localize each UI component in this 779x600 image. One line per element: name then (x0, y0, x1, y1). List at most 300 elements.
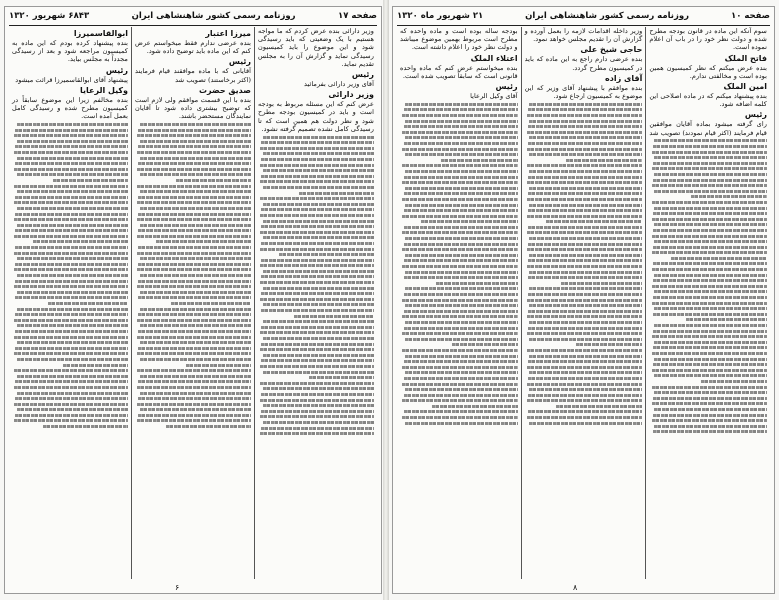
text-line (404, 360, 518, 363)
left-page (4, 6, 382, 594)
text-line (138, 246, 251, 249)
text-line (263, 371, 374, 374)
text-line (654, 324, 767, 327)
text-line (263, 303, 374, 306)
text-line (260, 214, 374, 217)
text-line (529, 187, 642, 190)
text-line (652, 369, 767, 372)
text-line (263, 203, 374, 206)
speaker-name: رئیس (228, 57, 251, 67)
text-line (140, 224, 251, 227)
text-line (654, 341, 767, 344)
text-line (17, 207, 128, 210)
text-line (404, 276, 518, 279)
text-line (405, 422, 518, 425)
text-line (14, 185, 128, 188)
text-line (140, 140, 251, 143)
text-line (405, 287, 518, 290)
text-line (15, 414, 128, 417)
left-page-header (9, 9, 377, 26)
text-line (653, 279, 767, 282)
text-line (137, 419, 251, 422)
text-line (529, 371, 642, 374)
text-line (653, 397, 767, 400)
text-line (402, 131, 517, 134)
text-line (654, 425, 767, 428)
paragraph: وزیر دارائی بنده عرض کردم که ما مواجه هستیم با یک وضعیتی که باید رسیدگی شود و این موضوع را باید کمیسیون رسیدگی نماید و گزارش آن را به مجلس تقدیم نماید. (258, 27, 374, 68)
text-line (260, 348, 374, 351)
text-line (652, 151, 767, 154)
text-line (652, 335, 767, 338)
text-line (137, 352, 251, 355)
text-line (405, 388, 518, 391)
text-line (140, 324, 251, 327)
text-line (137, 403, 251, 406)
text-line (402, 399, 517, 402)
text-line (653, 296, 767, 299)
text-line (402, 231, 517, 234)
text-line (261, 410, 374, 413)
text-line (402, 299, 517, 302)
text-line (15, 229, 128, 232)
text-line (654, 374, 767, 377)
text-line (671, 257, 767, 260)
paragraph: بنده میخواستم عرض کنم که ماده واحده قانونی است که سابقاً تصویب شده است. (399, 63, 518, 80)
right-page-label: صفحه ۱۰ (731, 11, 770, 21)
text-line (15, 313, 128, 316)
right-page-header (397, 9, 770, 26)
paragraph: بنده پیشنهاد میکنم که در ماده اصلاحی این کلمه اضافه شود. (649, 92, 767, 109)
text-line (140, 375, 251, 378)
text-line (263, 169, 374, 172)
text-line (652, 285, 767, 288)
text-line (140, 157, 251, 160)
text-line (405, 355, 518, 358)
text-line (528, 394, 642, 397)
text-line (528, 176, 642, 179)
text-line (261, 175, 374, 178)
text-line (653, 212, 767, 215)
text-line (652, 201, 767, 204)
text-line (14, 134, 128, 137)
text-line (17, 190, 128, 193)
text-line (402, 332, 517, 335)
text-line (404, 394, 518, 397)
speaker-name: حاجی شیخ علی (580, 45, 643, 55)
text-line (529, 388, 642, 391)
text-line (528, 243, 642, 246)
text-line (137, 386, 251, 389)
text-line (402, 248, 517, 251)
text-line (528, 327, 642, 330)
text-line (653, 246, 767, 249)
text-line (261, 343, 374, 346)
text-line (17, 140, 128, 143)
text-line (402, 198, 517, 201)
text-line (653, 363, 767, 366)
paragraph: آقایانی که با ماده موافقند قیام فرمایند (اکثر برخاستند) تصویب شد (135, 67, 251, 84)
text-line (263, 220, 374, 223)
text-line (405, 136, 518, 139)
text-line (652, 386, 767, 389)
text-line (652, 251, 767, 254)
text-line (17, 375, 128, 378)
right-page (392, 6, 775, 594)
text-line (260, 382, 374, 385)
text-line (260, 281, 374, 284)
text-line (402, 148, 517, 151)
text-line (137, 185, 251, 188)
text-line (701, 380, 767, 383)
text-lines (649, 139, 767, 433)
text-line (261, 427, 374, 430)
text-line (260, 399, 374, 402)
text-line (260, 415, 374, 418)
text-line (63, 364, 128, 367)
text-line (432, 405, 518, 408)
text-line (14, 319, 128, 322)
text-line (263, 421, 374, 424)
text-line (529, 120, 642, 123)
text-line (402, 114, 517, 117)
text-line (404, 293, 518, 296)
text-line (405, 371, 518, 374)
text-line (138, 129, 251, 132)
text-line (404, 176, 518, 179)
text-line (653, 179, 767, 182)
text-line (137, 168, 251, 171)
text-line (653, 162, 767, 165)
text-line (404, 108, 518, 111)
text-line (527, 416, 642, 419)
speaker-name: امین الملک (723, 82, 767, 92)
text-line (404, 226, 518, 229)
text-line (527, 198, 642, 201)
text-line (299, 192, 374, 195)
text-line (263, 152, 374, 155)
text-line (654, 190, 767, 193)
text-line (138, 347, 251, 350)
text-line (405, 103, 518, 106)
text-line (14, 285, 128, 288)
text-line (404, 377, 518, 380)
text-line (140, 123, 251, 126)
text-line (576, 343, 642, 346)
text-line (405, 153, 518, 156)
text-line (15, 296, 128, 299)
text-line (527, 231, 642, 234)
text-line (137, 336, 251, 339)
text-line (529, 271, 642, 274)
text-line (48, 302, 128, 305)
text-line (405, 187, 518, 190)
text-line (260, 231, 374, 234)
text-line (452, 343, 518, 346)
text-line (528, 310, 642, 313)
text-line (652, 235, 767, 238)
text-line (654, 156, 767, 159)
text-line (138, 414, 251, 417)
text-line (140, 257, 251, 260)
text-line (529, 304, 642, 307)
text-line (260, 147, 374, 150)
text-line (263, 236, 374, 239)
text-line (138, 397, 251, 400)
left-column-3 (9, 27, 131, 579)
text-line (405, 170, 518, 173)
text-line (17, 123, 128, 126)
paragraph: بنده عرض میکنم که نظر کمیسیون همین بوده است و مخالفتی ندارم. (649, 63, 767, 80)
text-line (527, 265, 642, 268)
text-line (653, 313, 767, 316)
text-line (138, 263, 251, 266)
text-line (138, 162, 251, 165)
text-line (441, 159, 517, 162)
text-line (402, 315, 517, 318)
text-line (528, 293, 642, 296)
text-line (402, 265, 517, 268)
paragraph: بنده موافقم با پیشنهاد آقای وزیر که این موضوع به کمیسیون ارجاع شود. (524, 83, 643, 101)
text-line (402, 164, 517, 167)
text-line (140, 173, 251, 176)
left-page-footer-number: ۶ (175, 583, 180, 592)
text-line (138, 145, 251, 148)
text-line (653, 145, 767, 148)
speaker-name: آقای زاده (605, 73, 643, 83)
binding-gutter (383, 0, 389, 600)
paragraph: آقای وکیل الرعایا (470, 92, 518, 101)
text-lines (12, 123, 128, 428)
text-line (654, 290, 767, 293)
text-line (15, 280, 128, 283)
text-line (528, 192, 642, 195)
text-line (260, 264, 374, 267)
text-line (140, 358, 251, 361)
text-line (405, 204, 518, 207)
text-line (528, 226, 642, 229)
text-line (17, 224, 128, 227)
text-line (15, 196, 128, 199)
text-line (166, 425, 251, 428)
text-line (527, 181, 642, 184)
speaker-name: رئیس (105, 65, 128, 75)
text-line (261, 259, 374, 262)
paragraph: عرض کنم که این مسئله مربوط به بودجه است و باید در کمیسیون بودجه مطرح شود و نظر دولت هم همین است که تا رسیدگی کامل نشده تصمیم گرفته نشود. (258, 100, 374, 133)
text-line (527, 383, 642, 386)
text-line (527, 148, 642, 151)
left-page-label: صفحه ۱۷ (338, 11, 377, 21)
speaker-name: فاتح الملک (724, 53, 767, 63)
text-line (15, 330, 128, 333)
text-line (14, 403, 128, 406)
text-line (140, 274, 251, 277)
paragraph: آقای وزیر دارائی بفرمائید (303, 80, 374, 89)
text-line (14, 268, 128, 271)
text-line (654, 223, 767, 226)
text-line (294, 315, 374, 318)
text-line (17, 358, 128, 361)
text-line (405, 271, 518, 274)
text-line (261, 326, 374, 329)
text-line (404, 327, 518, 330)
text-line (261, 225, 374, 228)
paragraph: بنده با این قسمت موافقم ولی لازم است که توضیح بیشتری داده شود تا آقایان نمایندگان مستحضر باشند. (135, 95, 251, 121)
text-line (404, 142, 518, 145)
text-line (527, 332, 642, 335)
text-line (261, 208, 374, 211)
text-line (138, 296, 251, 299)
text-line (528, 276, 642, 279)
text-line (529, 237, 642, 240)
text-line (404, 243, 518, 246)
text-line (17, 324, 128, 327)
text-line (14, 235, 128, 238)
left-page-title: روزنامه رسمی کشور شاهنشاهی ایران (131, 11, 296, 21)
paragraph: رای گرفته میشود بماده آقایان موافقین قیام فرمایند (اکثر قیام نمودند) تصویب شد (649, 120, 767, 137)
paragraph: وزیر داخله اقدامات لازمه را بعمل آورده و گزارش آن را تقدیم مجلس خواهد نمود. (524, 27, 643, 44)
text-line (654, 274, 767, 277)
text-line (404, 259, 518, 262)
left-page-issue-number: ۶۸۴۳ شهریور ۱۳۲۰ (9, 11, 90, 21)
text-line (529, 254, 642, 257)
text-line (404, 410, 518, 413)
text-line (556, 405, 642, 408)
text-line (140, 341, 251, 344)
text-line (138, 330, 251, 333)
text-line (17, 408, 128, 411)
text-line (17, 173, 128, 176)
text-line (528, 108, 642, 111)
text-line (279, 253, 374, 256)
text-line (405, 237, 518, 240)
text-line (652, 268, 767, 271)
text-line (263, 270, 374, 273)
text-line (138, 313, 251, 316)
text-line (17, 341, 128, 344)
text-line (686, 318, 767, 321)
text-line (566, 159, 642, 162)
text-line (15, 145, 128, 148)
text-line (137, 268, 251, 271)
text-line (528, 259, 642, 262)
right-page-columns (397, 27, 770, 579)
text-line (528, 377, 642, 380)
text-line (140, 408, 251, 411)
text-line (652, 184, 767, 187)
text-line (653, 346, 767, 349)
speaker-name: وکیل الرعایا (79, 85, 128, 95)
text-line (261, 141, 374, 144)
text-line (156, 240, 251, 243)
text-line (263, 354, 374, 357)
speaker-name: میرزا اعتبار (205, 29, 251, 38)
text-line (140, 308, 251, 311)
text-line (263, 287, 374, 290)
text-lines (525, 103, 643, 425)
text-line (528, 410, 642, 413)
text-line (176, 179, 251, 182)
text-line (14, 369, 128, 372)
text-line (17, 157, 128, 160)
text-line (17, 392, 128, 395)
paragraph: بنده عرضی ندارم فقط میخواستم عرض کنم که این ماده باید توضیح داده شود. (135, 39, 251, 56)
text-line (653, 430, 767, 433)
text-line (137, 201, 251, 204)
text-line (171, 302, 251, 305)
text-line (527, 114, 642, 117)
text-line (654, 139, 767, 142)
text-line (140, 190, 251, 193)
text-line (405, 338, 518, 341)
text-line (404, 209, 518, 212)
speaker-name: صدیق حضرت (198, 85, 251, 95)
text-line (652, 352, 767, 355)
paragraph: بودجه ساله بوده است و ماده واحده که مطرح است مربوط بهمین موضوع میباشد و دولت نظر خود را اعلام داشته است. (399, 27, 518, 52)
text-line (653, 262, 767, 265)
text-line (405, 120, 518, 123)
text-line (14, 201, 128, 204)
text-line (137, 369, 251, 372)
text-line (15, 397, 128, 400)
right-page-issue-number: ۲۱ شهریور ماه ۱۳۲۰ (397, 11, 484, 21)
text-line (402, 349, 517, 352)
text-line (404, 192, 518, 195)
speaker-name: اعتلاء الملک (470, 53, 518, 63)
text-line (654, 391, 767, 394)
text-line (14, 252, 128, 255)
right-column-3 (397, 27, 521, 579)
text-line (529, 287, 642, 290)
text-line (15, 263, 128, 266)
text-line (654, 173, 767, 176)
text-line (561, 282, 642, 285)
text-line (263, 320, 374, 323)
text-line (654, 408, 767, 411)
text-line (529, 204, 642, 207)
text-line (263, 186, 374, 189)
text-line (652, 419, 767, 422)
text-line (261, 393, 374, 396)
text-line (14, 419, 128, 422)
text-line (260, 365, 374, 368)
text-line (691, 195, 767, 198)
text-line (402, 215, 517, 218)
text-line (15, 162, 128, 165)
right-page-footer-number: ۸ (573, 583, 578, 592)
text-line (527, 399, 642, 402)
text-line (137, 319, 251, 322)
text-line (404, 310, 518, 313)
text-line (137, 218, 251, 221)
paragraph: پیشنهاد آقای ابوالقاسمیرزا قرائت میشود (15, 75, 128, 84)
speaker-name: ابوالقاسمیرزا (73, 29, 128, 38)
text-line (260, 197, 374, 200)
text-line (405, 304, 518, 307)
paragraph: بنده پیشنهاد کرده بودم که این ماده به کمیسیون مراجعه شود و بعد از رسیدگی مجدداً به مجلس بیاید. (12, 39, 128, 64)
text-line (261, 242, 374, 245)
text-lines (258, 136, 374, 435)
text-line (527, 315, 642, 318)
text-line (528, 360, 642, 363)
left-column-1 (254, 27, 377, 579)
text-line (528, 142, 642, 145)
text-line (260, 164, 374, 167)
text-line (263, 337, 374, 340)
text-line (137, 285, 251, 288)
text-line (404, 125, 518, 128)
text-line (15, 213, 128, 216)
text-line (421, 220, 517, 223)
